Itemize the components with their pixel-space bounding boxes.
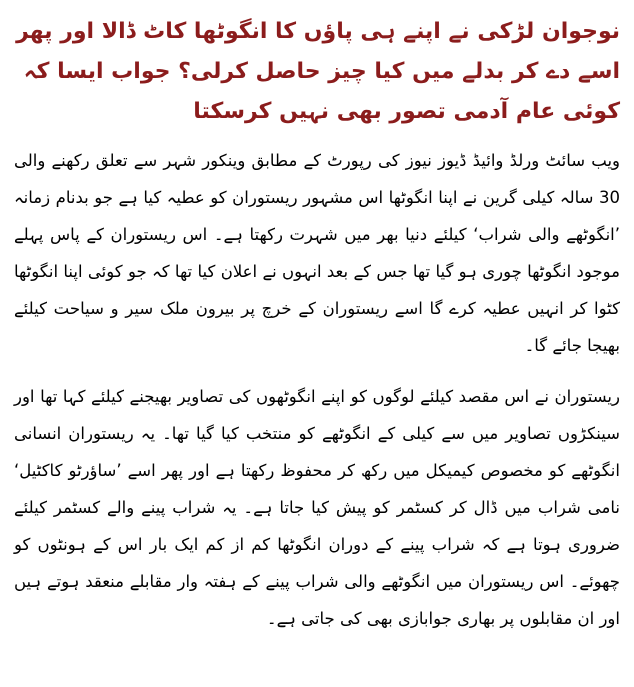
article-headline: نوجوان لڑکی نے اپنے ہی پاؤں کا انگوٹھا کاٹ ڈالا اور پھر اسے دے کر بدلے میں کیا چیز حاصل کرلی؟ جواب ایسا کہ کوئی عام آدمی تصور بھی نہیں کرسکتا [16,19,620,124]
article-paragraph-1: ویب سائٹ ورلڈ وائیڈ ڈیوز نیوز کی رپورٹ کے مطابق وینکور شہر سے تعلق رکھنے والی 30 سالہ کیلی گرین نے اپنا انگوٹھا اس مشہور ریستوران کو عطیہ کیا ہے جو بدنام زمانہ ’انگوٹھے والی شراب‘ کیلئے دنیا بھر میں شہرت رکھتا ہے۔ اس ریستوران کے پاس پہلے موجود انگوٹھا چوری ہو گیا تھا جس کے بعد انہوں نے اعلان کیا تھا کہ جو کوئی اپنا انگوٹھا کٹوا کر انہیں عطیہ کرے گا اسے ریستوران کے خرچ پر بیرون ملک سیر و سیاحت کیلئے بھیجا جائے گا۔ [14,151,620,355]
article-paragraph-2: ریستوران نے اس مقصد کیلئے لوگوں کو اپنے انگوٹھوں کی تصاویر بھیجنے کیلئے کہا تھا اور سینکڑوں تصاویر میں سے کیلی کے انگوٹھے کو منتخب کیا گیا تھا۔ یہ ریستوران انسانی انگوٹھے کو مخصوص کیمیکل میں رکھ کر محفوظ رکھتا ہے اور پھر اسے ’ساؤرٹو کاکٹیل‘ نامی شراب میں ڈال کر کسٹمر کو پیش کیا جاتا ہے۔ یہ شراب پینے والے کسٹمر کیلئے ضروری ہوتا ہے کہ شراب پینے کے دوران انگوٹھا کم از کم ایک بار اس کے ہونٹوں کو چھوئے۔ اس ریستوران میں انگوٹھے والی شراب پینے کے ہفتہ وار مقابلے منعقد ہوتے ہیں اور ان مقابلوں پر بھاری جوابازی بھی کی جاتی ہے۔ [14,387,620,628]
